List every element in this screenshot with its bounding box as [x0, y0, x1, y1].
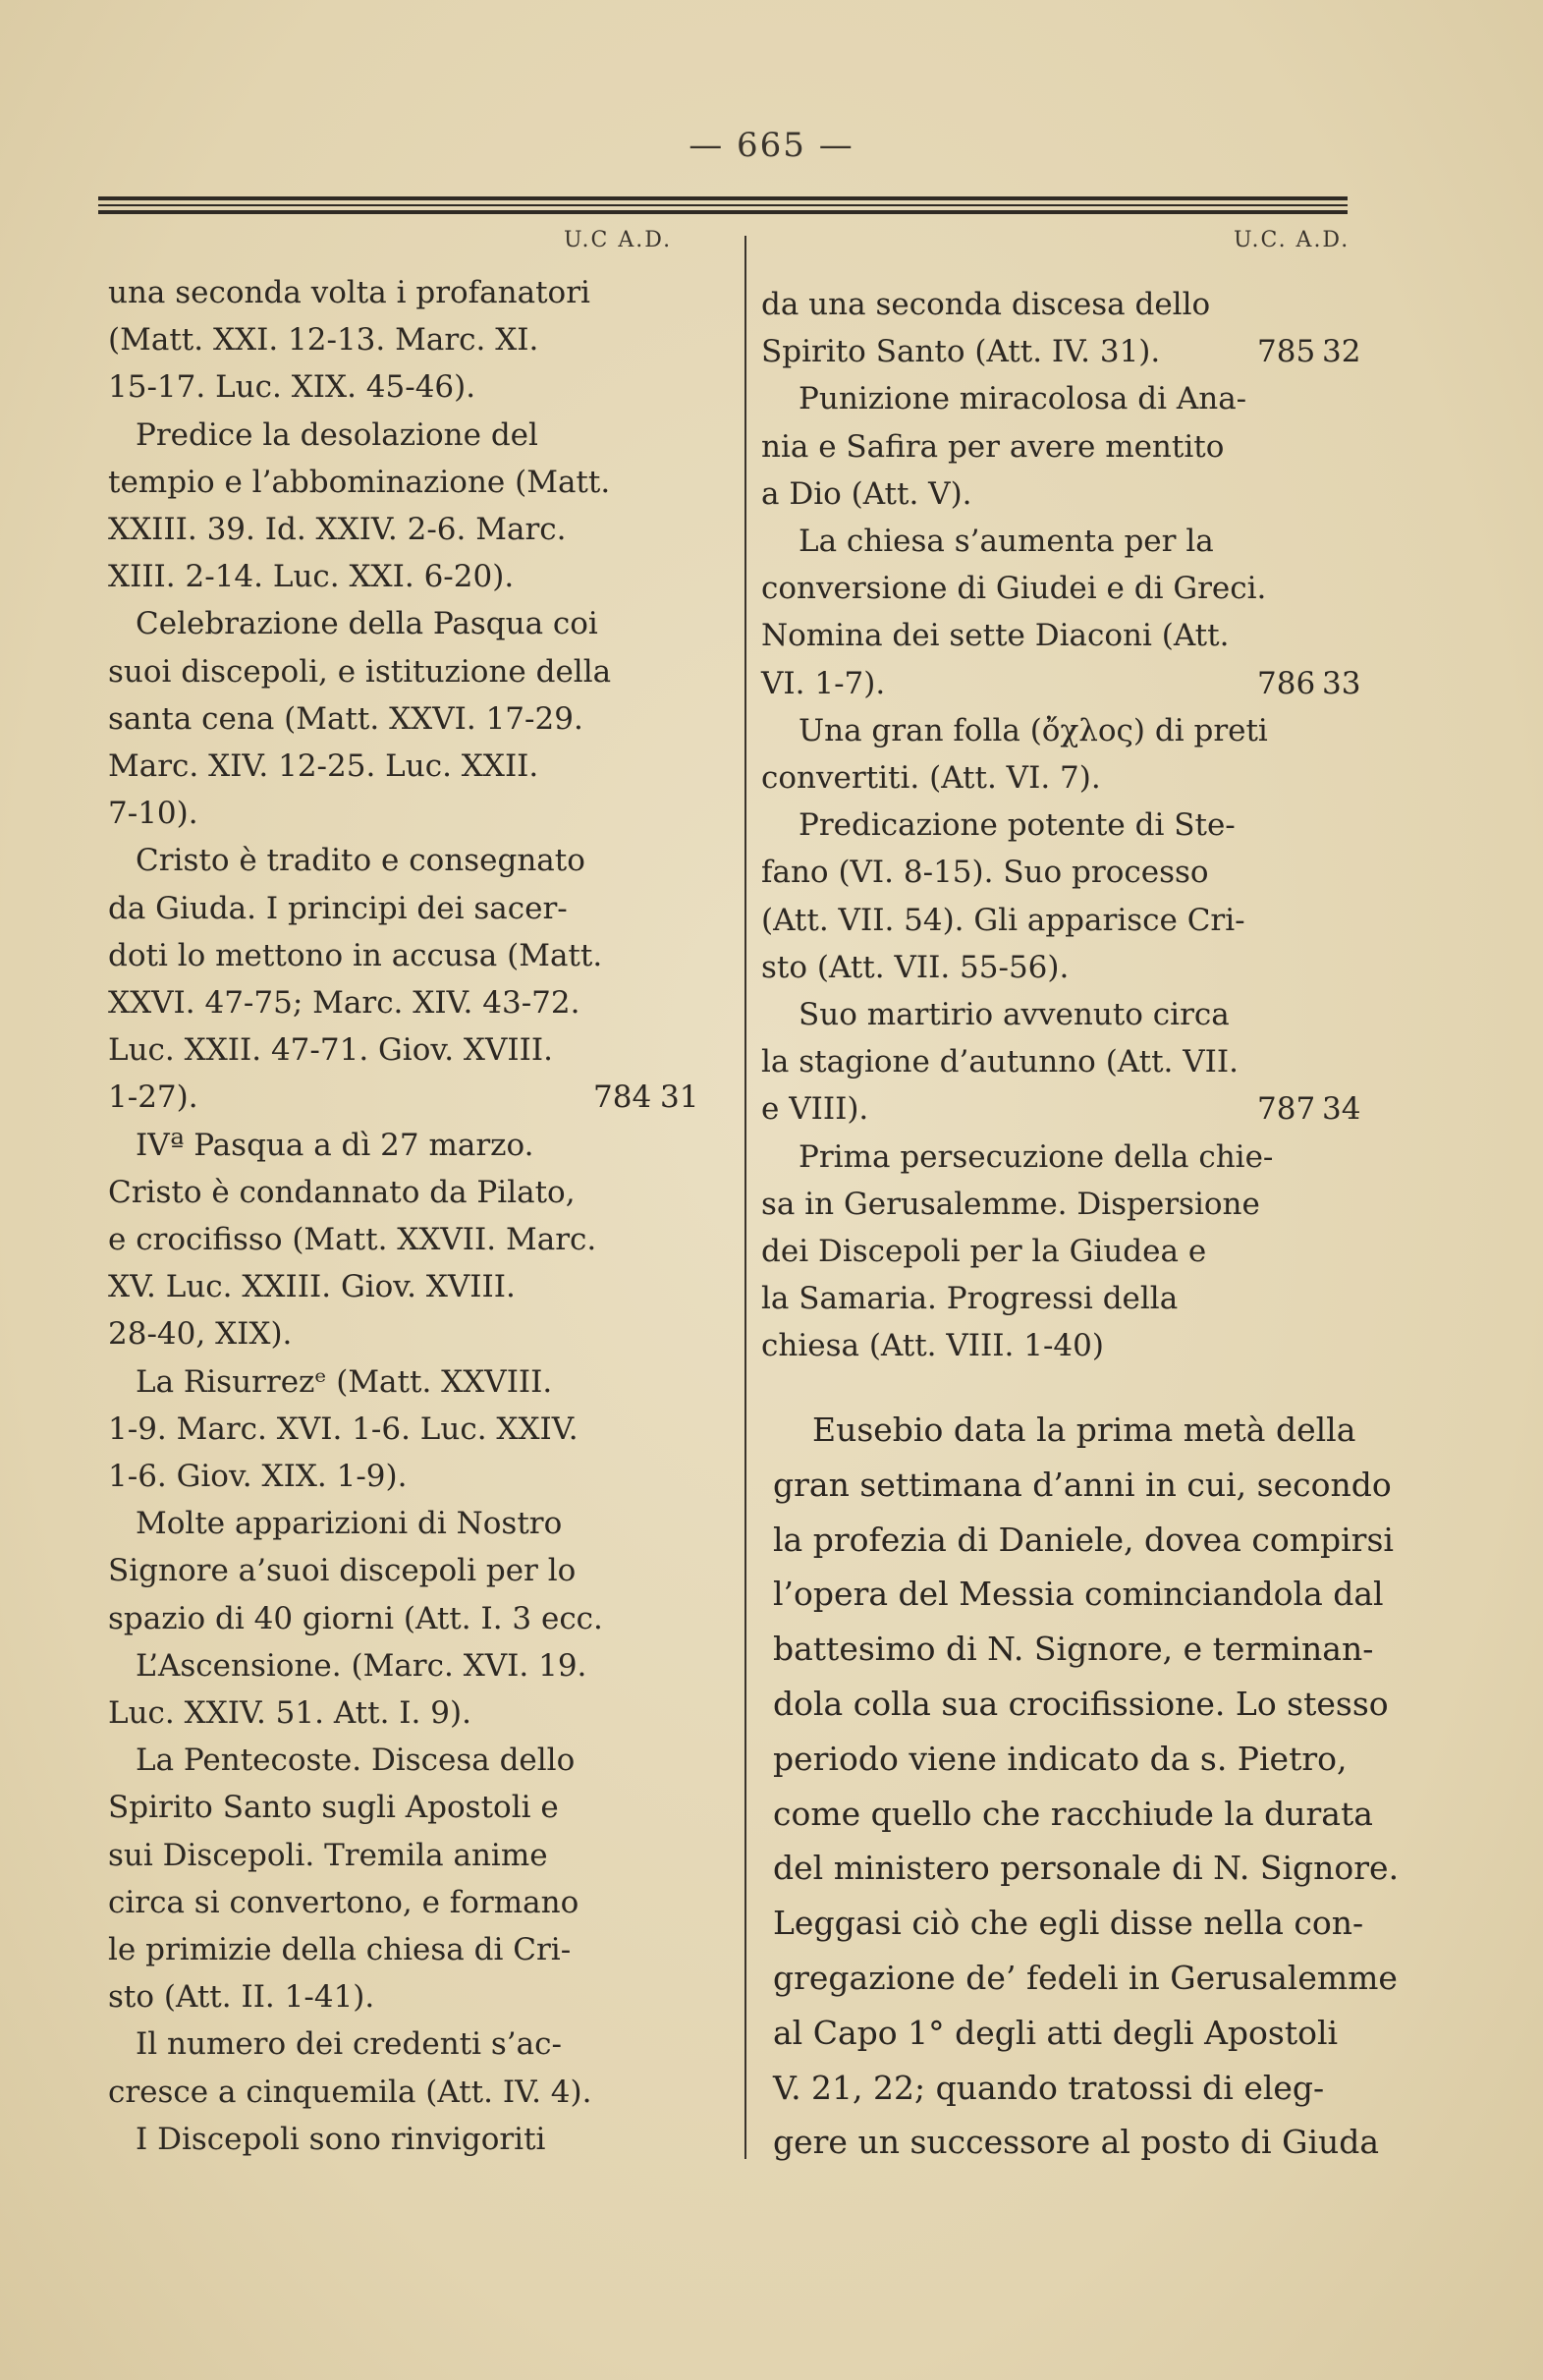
- text-line: Cristo è condannato da Pilato,: [108, 1174, 576, 1210]
- text-line: la Samaria. Progressi della: [761, 1281, 1179, 1317]
- text-line: L’Ascensione. (Marc. XVI. 19.: [136, 1647, 587, 1684]
- text-line: La Risurrezᵉ (Matt. XXVIII.: [136, 1363, 553, 1400]
- text-line: La chiesa s’aumenta per la: [799, 524, 1214, 559]
- text-line: Il numero dei credenti s’ac-: [136, 2026, 562, 2063]
- text-line: da una seconda discesa dello: [761, 287, 1211, 322]
- text-line: chiesa (Att. VIII. 1-40): [761, 1328, 1104, 1364]
- text-line: Predice la desolazione del: [136, 416, 538, 453]
- text-line: XV. Luc. XXIII. Giov. XVIII.: [108, 1269, 516, 1305]
- text-line: dei Discepoli per la Giudea e: [761, 1234, 1207, 1269]
- text-line: spazio di 40 giorni (Att. I. 3 ecc.: [108, 1600, 603, 1636]
- text-line: convertiti. (Att. VI. 7).: [761, 760, 1101, 796]
- text-line: cresce a cinquemila (Att. IV. 4).: [108, 2074, 592, 2110]
- text-line: la stagione d’autunno (Att. VII.: [761, 1044, 1239, 1080]
- year-uc: 784: [593, 1079, 652, 1116]
- text-line: (Att. VII. 54). Gli apparisce Cri-: [761, 902, 1245, 938]
- text-line: Molte apparizioni di Nostro: [136, 1506, 563, 1542]
- year-ad: 31: [660, 1079, 699, 1116]
- text-line: 28-40, XIX).: [108, 1316, 293, 1353]
- body-line: battesimo di N. Signore, e terminan-: [773, 1630, 1374, 1669]
- text-line: da Giuda. I principi dei sacer-: [108, 890, 568, 926]
- text-line: a Dio (Att. V).: [761, 475, 972, 512]
- year-uc: 785: [1257, 334, 1316, 370]
- text-line: 1-6. Giov. XIX. 1-9).: [108, 1459, 408, 1494]
- text-line: Spirito Santo (Att. IV. 31).: [761, 334, 1161, 370]
- page-number: — 665 —: [689, 126, 854, 165]
- text-line: VI. 1-7).: [761, 665, 886, 701]
- text-line: XXVI. 47-75; Marc. XIV. 43-72.: [108, 985, 580, 1021]
- text-line: XXIII. 39. Id. XXIV. 2-6. Marc.: [108, 512, 567, 547]
- text-line: (Matt. XXI. 12-13. Marc. XI.: [108, 322, 539, 359]
- header-rule-top: [98, 196, 1348, 200]
- left-column-header: U.C A.D.: [564, 228, 673, 252]
- right-column-header: U.C. A.D.: [1234, 228, 1350, 252]
- text-line: Spirito Santo sugli Apostoli e: [108, 1790, 559, 1826]
- text-line: Predicazione potente di Ste-: [799, 807, 1236, 844]
- text-line: sui Discepoli. Tremila anime: [108, 1837, 548, 1873]
- year-ad: 32: [1322, 334, 1361, 370]
- text-line: 1-9. Marc. XVI. 1-6. Luc. XXIV.: [108, 1411, 579, 1447]
- text-line: Una gran folla (ὄχλος) di preti: [799, 712, 1268, 748]
- text-line: 15-17. Luc. XIX. 45-46).: [108, 369, 476, 406]
- text-line: Suo martirio avvenuto circa: [799, 997, 1230, 1032]
- text-line: e crocifisso (Matt. XXVII. Marc.: [108, 1222, 597, 1257]
- text-line: 7-10).: [108, 796, 198, 832]
- year-uc: 787: [1257, 1091, 1316, 1128]
- body-line: gran settimana d’anni in cui, secondo: [773, 1465, 1392, 1504]
- text-line: Marc. XIV. 12-25. Luc. XXII.: [108, 748, 539, 784]
- body-line: del ministero personale di N. Signore.: [773, 1849, 1400, 1888]
- year-ad: 34: [1322, 1091, 1361, 1128]
- header-rule-middle: [98, 204, 1348, 206]
- text-line: suoi discepoli, e istituzione della: [108, 653, 612, 690]
- text-line: 1-27).: [108, 1079, 198, 1116]
- text-line: XIII. 2-14. Luc. XXI. 6-20).: [108, 559, 515, 595]
- header-rule-bottom: [98, 210, 1348, 214]
- text-line: doti lo mettono in accusa (Matt.: [108, 937, 603, 973]
- body-line: l’opera del Messia cominciandola dal: [773, 1575, 1384, 1614]
- column-divider: [744, 236, 746, 2159]
- text-line: Nomina dei sette Diaconi (Att.: [761, 618, 1230, 654]
- body-line: gregazione de’ fedeli in Gerusalemme: [773, 1959, 1398, 1997]
- text-line: sto (Att. VII. 55-56).: [761, 949, 1070, 985]
- body-line: V. 21, 22; quando tratossi di eleg-: [773, 2068, 1325, 2107]
- body-line: periodo viene indicato da s. Pietro,: [773, 1739, 1348, 1778]
- body-line: gere un successore al posto di Giuda: [773, 2123, 1380, 2162]
- text-line: circa si convertono, e formano: [108, 1884, 579, 1920]
- text-line: sto (Att. II. 1-41).: [108, 1979, 375, 2016]
- body-line: come quello che racchiude la durata: [773, 1794, 1373, 1833]
- text-line: Punizione miracolosa di Ana-: [799, 381, 1247, 417]
- text-line: Cristo è tradito e consegnato: [136, 843, 585, 879]
- text-line: una seconda volta i profanatori: [108, 275, 590, 310]
- body-line: Eusebio data la prima metà della: [812, 1411, 1356, 1449]
- text-line: e VIII).: [761, 1091, 869, 1128]
- text-line: Luc. XXII. 47-71. Giov. XVIII.: [108, 1032, 553, 1069]
- year-uc: 786: [1257, 665, 1316, 701]
- text-line: tempio e l’abbominazione (Matt.: [108, 464, 611, 500]
- text-line: sa in Gerusalemme. Dispersione: [761, 1186, 1260, 1222]
- text-line: Prima persecuzione della chie-: [799, 1138, 1274, 1175]
- text-line: le primizie della chiesa di Cri-: [108, 1932, 572, 1967]
- text-line: IVª Pasqua a dì 27 marzo.: [136, 1127, 534, 1163]
- text-line: conversione di Giudei e di Greci.: [761, 571, 1267, 607]
- text-line: santa cena (Matt. XXVI. 17-29.: [108, 700, 583, 737]
- text-line: fano (VI. 8-15). Suo processo: [761, 855, 1209, 891]
- text-line: I Discepoli sono rinvigoriti: [136, 2121, 546, 2157]
- text-line: Celebrazione della Pasqua coi: [136, 606, 598, 642]
- text-line: La Pentecoste. Discesa dello: [136, 1743, 576, 1779]
- text-line: nia e Safira per avere mentito: [761, 428, 1225, 465]
- body-line: al Capo 1° degli atti degli Apostoli: [773, 2013, 1339, 2052]
- body-line: dola colla sua crocifissione. Lo stesso: [773, 1685, 1389, 1723]
- body-line: la profezia di Daniele, dovea compirsi: [773, 1520, 1394, 1559]
- year-ad: 33: [1322, 665, 1361, 701]
- text-line: Signore a’suoi discepoli per lo: [108, 1553, 577, 1589]
- body-line: Leggasi ciò che egli disse nella con-: [773, 1904, 1364, 1943]
- text-line: Luc. XXIV. 51. Att. I. 9).: [108, 1695, 471, 1731]
